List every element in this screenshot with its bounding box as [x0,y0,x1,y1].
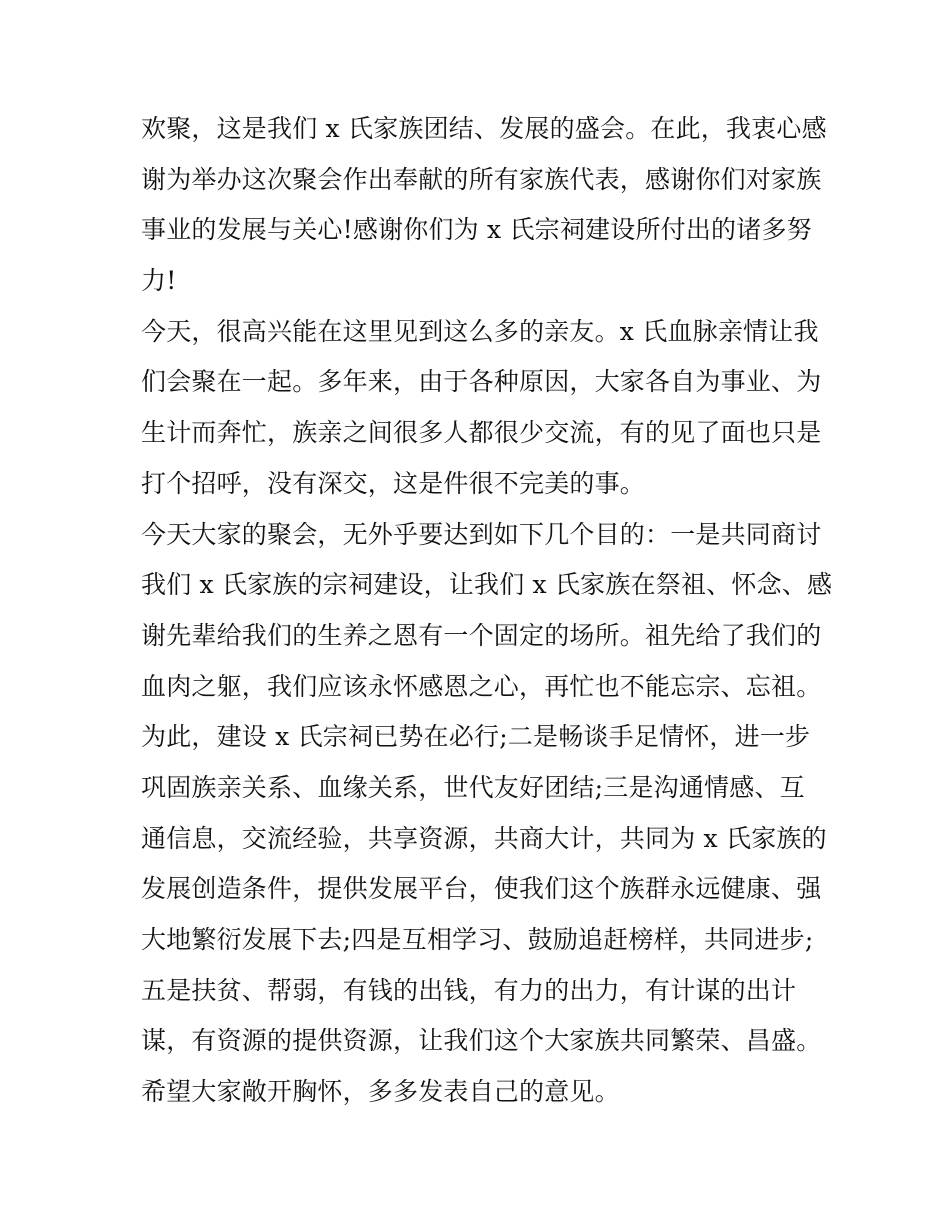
text-line: 谋，有资源的提供资源，让我们这个大家族共同繁荣、昌盛。 [141,1026,822,1056]
text-line: 血肉之躯，我们应该永怀感恩之心，再忙也不能忘宗、忘祖。 [141,671,822,701]
document-body [141,104,833,1118]
text-line: 希望大家敞开胸怀，多多发表自己的意见。 [141,1077,620,1107]
text-line: 五是扶贫、帮弱，有钱的出钱，有力的出力，有计谋的出计 [141,975,797,1005]
text-line: 生计而奔忙，族亲之间很多人都很少交流，有的见了面也只是 [141,418,822,448]
text-line: 们会聚在一起。多年来，由于各种原因，大家各自为事业、为 [141,367,822,397]
text-line: 巩固族亲关系、血缘关系，世代友好团结;三是沟通情感、互 [141,772,805,802]
text-line: 谢先辈给我们的生养之恩有一个固定的场所。祖先给了我们的 [141,620,822,650]
text-line: 为此，建设 x 氏宗祠已势在必行;二是畅谈手足情怀，进一步 [141,722,811,752]
text-line: 发展创造条件，提供发展平台，使我们这个族群永远健康、强 [141,874,822,904]
text-line: 打个招呼，没有深交，这是件很不完美的事。 [141,468,646,498]
text-line: 事业的发展与关心!感谢你们为 x 氏宗祠建设所付出的诸多努 [141,215,812,245]
text-line: 大地繁衍发展下去;四是互相学习、鼓励追赶榜样，共同进步; [141,925,814,954]
text-line: 谢为举办这次聚会作出奉献的所有家族代表，感谢你们对家族 [141,164,822,194]
text-line: 欢聚，这是我们 x 氏家族团结、发展的盛会。在此，我衷心感 [141,114,827,143]
text-line: 今天大家的聚会，无外乎要达到如下几个目的：一是共同商讨 [141,519,822,549]
text-line: 今天，很高兴能在这里见到这么多的亲友。x 氏血脉亲情让我 [141,316,819,346]
text-line: 我们 x 氏家族的宗祠建设，让我们 x 氏家族在祭祖、怀念、感 [141,570,833,600]
text-line: 力! [141,266,177,296]
text-line: 通信息，交流经验，共享资源，共商大计，共同为 x 氏家族的 [141,823,827,853]
